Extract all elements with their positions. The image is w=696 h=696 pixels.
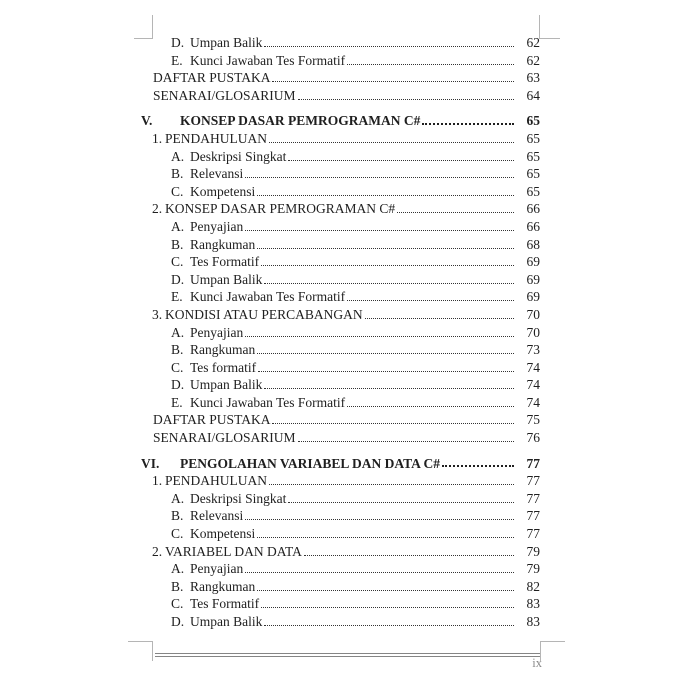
dot-leader: [288, 148, 514, 161]
toc-entry: [141, 543, 540, 561]
toc-entry-title: Umpan Balik: [190, 614, 263, 629]
toc-entry-label: E.: [171, 52, 183, 68]
dot-leader: [258, 359, 514, 372]
dot-leader: [272, 69, 514, 82]
dot-leader: [347, 394, 514, 407]
toc-entry-title: Rangkuman: [190, 236, 256, 252]
toc-entry: [141, 613, 540, 631]
toc-entry-label: B.: [171, 236, 184, 252]
toc-entry-page: 73: [526, 342, 540, 358]
dot-leader: [288, 490, 514, 503]
toc-entry-page: 83: [526, 614, 540, 629]
toc-entry-title: VARIABEL DAN DATA: [165, 543, 302, 559]
dot-leader: [272, 411, 514, 424]
toc-entry-page: 76: [526, 430, 540, 446]
toc-entry-title: Deskripsi Singkat: [190, 148, 287, 164]
toc-entry-title: Relevansi: [190, 508, 244, 524]
toc-entry-label: E.: [171, 394, 183, 410]
toc-entry-title: Kunci Jawaban Tes Formatif: [190, 52, 346, 68]
toc-entry-label: C.: [171, 359, 184, 375]
toc-entry-title: Umpan Balik: [190, 271, 263, 287]
toc-entry: [141, 183, 540, 201]
toc-entry: [141, 236, 540, 254]
toc-entry-label: A.: [171, 324, 185, 340]
margin-crop-mark-bottom-right: [540, 641, 565, 661]
dot-leader: [257, 341, 514, 354]
toc-entry-page: 83: [526, 596, 540, 612]
dot-leader: [442, 455, 514, 467]
toc-entry: [141, 52, 540, 70]
toc-entry-label: A.: [171, 148, 185, 164]
dot-leader: [257, 236, 514, 249]
toc-entry-label: C.: [171, 596, 184, 612]
toc-entry-page: 74: [526, 377, 540, 393]
toc-entry-page: 66: [526, 201, 540, 217]
toc-entry-page: 63: [526, 70, 540, 86]
toc-entry: [141, 218, 540, 236]
toc-entry-page: 77: [526, 526, 540, 542]
toc-entry: [141, 394, 540, 412]
dot-leader: [422, 112, 514, 124]
toc-entry-label: 1.: [152, 130, 163, 146]
toc-entry-page: 74: [526, 394, 540, 410]
toc-entry-title: Umpan Balik: [190, 377, 263, 393]
toc-entry-label: D.: [171, 377, 185, 393]
toc-entry-title: Kunci Jawaban Tes Formatif: [190, 394, 346, 410]
table-of-contents: [141, 34, 540, 631]
dot-leader: [264, 613, 514, 626]
toc-entry-page: 70: [526, 324, 540, 340]
toc-entry-title: Kompetensi: [190, 183, 256, 199]
dot-leader: [245, 324, 514, 337]
toc-entry-title: Tes formatif: [190, 359, 257, 375]
toc-entry-label: B.: [171, 342, 184, 358]
toc-entry-label: 3.: [152, 306, 163, 322]
toc-entry-label: B.: [171, 578, 184, 594]
toc-entry-page: 75: [526, 412, 540, 428]
toc-entry-label: 2.: [152, 201, 163, 217]
toc-entry-label: D.: [171, 35, 185, 50]
toc-entry-label: A.: [171, 561, 185, 577]
dot-leader: [347, 52, 514, 65]
dot-leader: [261, 253, 514, 266]
toc-entry: [141, 578, 540, 596]
toc-entry-page: 64: [526, 87, 540, 103]
toc-entry: [141, 253, 540, 271]
toc-entry-title: Penyajian: [190, 561, 244, 577]
toc-entry-page: 65: [526, 113, 540, 129]
toc-entry-title: KONSEP DASAR PEMROGRAMAN C#: [165, 201, 396, 217]
toc-entry-title: SENARAI/GLOSARIUM: [153, 87, 296, 103]
toc-entry-page: 68: [526, 236, 540, 252]
toc-entry-page: 65: [526, 130, 540, 146]
dot-leader: [264, 376, 514, 389]
toc-entry-title: PENGOLAHAN VARIABEL DAN DATA C#: [180, 455, 441, 471]
toc-entry: [141, 69, 540, 87]
toc-entry-page: 79: [526, 543, 540, 559]
toc-entry-title: PENDAHULUAN: [165, 130, 267, 146]
dot-leader: [261, 595, 514, 608]
toc-entry-title: DAFTAR PUSTAKA: [153, 70, 271, 86]
toc-entry-title: DAFTAR PUSTAKA: [153, 412, 271, 428]
toc-entry-label: C.: [171, 526, 184, 542]
toc-entry-page: 79: [526, 561, 540, 577]
toc-entry-label: V.: [141, 113, 153, 129]
toc-entry-page: 65: [526, 183, 540, 199]
toc-entry: [141, 34, 540, 52]
toc-entry-page: 66: [526, 218, 540, 234]
toc-entry-page: 62: [526, 52, 540, 68]
toc-entry: [141, 490, 540, 508]
dot-leader: [257, 183, 514, 196]
toc-entry-page: 77: [526, 455, 540, 471]
toc-entry: [141, 507, 540, 525]
toc-entry-page: 62: [526, 35, 540, 50]
toc-entry: [141, 112, 540, 130]
dot-leader: [245, 165, 514, 178]
toc-entry-page: 69: [526, 271, 540, 287]
toc-entry-label: E.: [171, 289, 183, 305]
toc-entry-label: B.: [171, 166, 184, 182]
toc-entry: [141, 376, 540, 394]
toc-entry-title: Rangkuman: [190, 342, 256, 358]
toc-entry-page: 77: [526, 473, 540, 489]
toc-entry-label: 1.: [152, 473, 163, 489]
toc-entry-page: 69: [526, 289, 540, 305]
toc-entry-title: Penyajian: [190, 218, 244, 234]
toc-entry-label: D.: [171, 614, 185, 629]
toc-entry: [141, 130, 540, 148]
toc-entry-page: 70: [526, 306, 540, 322]
toc-entry-title: Deskripsi Singkat: [190, 490, 287, 506]
toc-entry-title: Kompetensi: [190, 526, 256, 542]
toc-entry-page: 69: [526, 254, 540, 270]
dot-leader: [304, 543, 514, 556]
margin-crop-mark-top-right: [539, 15, 560, 39]
toc-entry: [141, 306, 540, 324]
toc-entry: [141, 455, 540, 473]
toc-entry: [141, 165, 540, 183]
dot-leader: [269, 130, 514, 143]
toc-entry-label: C.: [171, 254, 184, 270]
toc-entry: [141, 429, 540, 447]
toc-entry-page: 82: [526, 578, 540, 594]
toc-entry: [141, 200, 540, 218]
toc-entry-page: 77: [526, 508, 540, 524]
dot-leader: [298, 429, 514, 442]
dot-leader: [245, 507, 514, 520]
dot-leader: [347, 288, 514, 301]
toc-entry: [141, 324, 540, 342]
page-number: ix: [532, 656, 542, 670]
dot-leader: [264, 34, 514, 47]
toc-entry-title: Relevansi: [190, 166, 244, 182]
dot-leader: [264, 271, 514, 284]
dot-leader: [257, 525, 514, 538]
dot-leader: [269, 472, 514, 485]
footer-rule: [155, 653, 540, 657]
toc-entry-title: Tes Formatif: [190, 254, 260, 270]
toc-entry-label: 2.: [152, 543, 163, 559]
dot-leader: [257, 578, 514, 591]
toc-entry: [141, 341, 540, 359]
margin-crop-mark-bottom-left: [128, 641, 153, 661]
toc-entry-label: D.: [171, 271, 185, 287]
dot-leader: [245, 218, 514, 231]
dot-leader: [245, 560, 514, 573]
toc-entry-page: 65: [526, 166, 540, 182]
toc-entry-label: A.: [171, 218, 185, 234]
toc-entry: [141, 560, 540, 578]
toc-entry: [141, 148, 540, 166]
dot-leader: [397, 200, 514, 213]
toc-entry-title: PENDAHULUAN: [165, 473, 267, 489]
toc-entry: [141, 288, 540, 306]
toc-entry: [141, 595, 540, 613]
toc-entry-page: 74: [526, 359, 540, 375]
toc-entry-title: Kunci Jawaban Tes Formatif: [190, 289, 346, 305]
toc-entry-title: SENARAI/GLOSARIUM: [153, 430, 296, 446]
toc-entry: [141, 271, 540, 289]
toc-entry-title: Tes Formatif: [190, 596, 260, 612]
toc-entry-title: KONSEP DASAR PEMROGRAMAN C#: [180, 113, 421, 129]
toc-entry-title: Penyajian: [190, 324, 244, 340]
toc-entry: [141, 87, 540, 105]
toc-entry-page: 65: [526, 148, 540, 164]
toc-entry: [141, 359, 540, 377]
toc-entry-label: C.: [171, 183, 184, 199]
toc-entry-title: Rangkuman: [190, 578, 256, 594]
toc-entry-title: KONDISI ATAU PERCABANGAN: [165, 306, 363, 322]
toc-entry-page: 77: [526, 490, 540, 506]
toc-entry-label: VI.: [141, 455, 160, 471]
toc-entry-label: B.: [171, 508, 184, 524]
dot-leader: [365, 306, 514, 319]
toc-entry: [141, 411, 540, 429]
toc-entry: [141, 525, 540, 543]
dot-leader: [298, 87, 514, 100]
toc-entry: [141, 472, 540, 490]
toc-entry-label: A.: [171, 490, 185, 506]
toc-entry-title: Umpan Balik: [190, 35, 263, 50]
